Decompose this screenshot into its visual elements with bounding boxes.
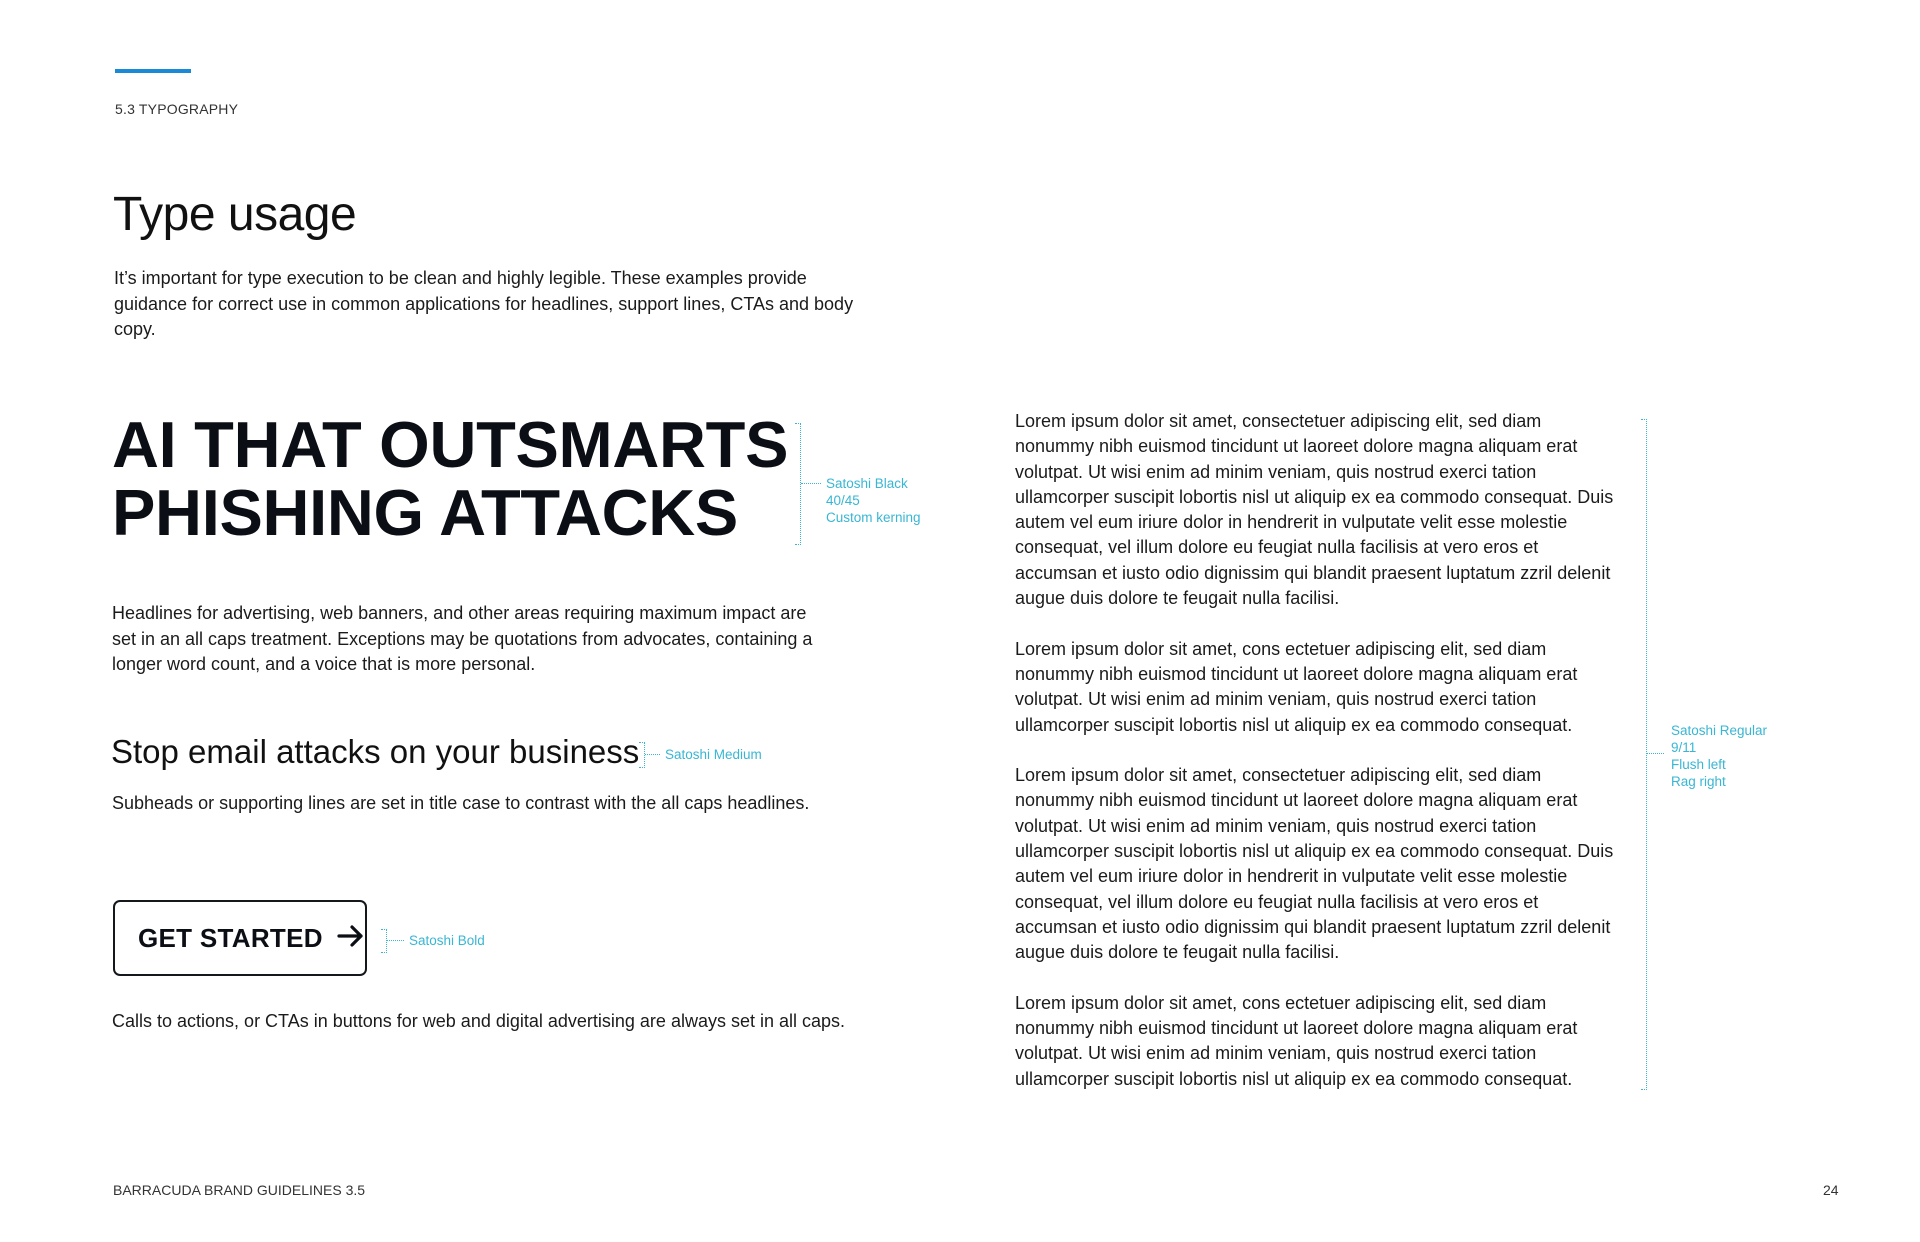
section-label: 5.3 TYPOGRAPHY: [115, 101, 239, 117]
page-number: 24: [1823, 1182, 1839, 1198]
annotation-line: 9/11: [1671, 740, 1697, 755]
cta-annotation-tick: [387, 940, 404, 941]
body-paragraph: Lorem ipsum dolor sit amet, consectetuer adipiscing elit, sed diam nonummy nibh euismod tincidunt ut laoreet dolore magna aliquam erat volutpat. Ut wisi enim ad minim veniam, quis nostrud exerci tation ullamcorper suscipit lobortis nisl ut aliquip ex ea commodo consequat. Duis autem vel eum iriure dolor in hendrerit in vulputate velit esse molestie consequat, vel illum dolore eu feugiat nulla facilisis at vero eros et accumsan et iusto odio dignissim qui blandit praesent luptatum zzril delenit augue duis dolore te feugait nulla facilisi.: [1015, 765, 1614, 963]
subhead-annotation-bracket: [639, 742, 645, 768]
body-paragraph: Lorem ipsum dolor sit amet, cons ectetuer adipiscing elit, sed diam nonummy nibh euismod tincidunt ut laoreet dolore magna aliquam erat volutpat. Ut wisi enim ad minim veniam, quis nostrud exerci tation ullamcorper suscipit lobortis nisl ut aliquip ex ea commodo consequat.: [1015, 992, 1578, 1089]
arrow-right-icon: [337, 925, 365, 952]
subhead-annotation: Satoshi Medium: [665, 747, 762, 762]
body-paragraph: Lorem ipsum dolor sit amet, consectetuer adipiscing elit, sed diam nonummy nibh euismod tincidunt ut laoreet dolore magna aliquam erat volutpat. Ut wisi enim ad minim veniam, quis nostrud exerci tation ullamcorper suscipit lobortis nisl ut aliquip ex ea commodo consequat. Duis autem vel eum iriure dolor in hendrerit in vulputate velit esse molestie consequat, vel illum dolore eu feugiat nulla facilisis at vero eros et accumsan et iusto odio dignissim qui blandit praesent luptatum zzril delenit augue duis dolore te feugait nulla facilisi.: [1015, 411, 1614, 609]
headline-annotation-bracket: [795, 423, 801, 545]
page-title: Type usage: [113, 188, 357, 241]
cta-annotation: Satoshi Bold: [409, 933, 485, 948]
body-annotation-bracket: [1641, 419, 1647, 1090]
subhead-annotation-tick: [645, 754, 660, 755]
annotation-line: Satoshi Regular: [1671, 723, 1768, 738]
headline-line: PHISHING ATTACKS: [112, 476, 738, 549]
body-annotation: [1671, 722, 1767, 790]
body-paragraph: Lorem ipsum dolor sit amet, cons ectetuer adipiscing elit, sed diam nonummy nibh euismod tincidunt ut laoreet dolore magna aliquam erat volutpat. Ut wisi enim ad minim veniam, quis nostrud exerci tation ullamcorper suscipit lobortis nisl ut aliquip ex ea commodo consequat.: [1015, 638, 1578, 735]
accent-bar: [115, 69, 191, 73]
headline-line: AI THAT OUTSMARTS: [112, 408, 789, 481]
cta-label: GET STARTED: [138, 922, 323, 953]
headline-annotation-tick: [801, 483, 821, 484]
body-copy-example: [1015, 409, 1625, 1117]
headline-example: [112, 408, 789, 549]
headline-description: Headlines for advertising, web banners, and other areas requiring maximum impact are set in an all caps treatment. Exceptions may be quotations from advocates, containing a longer word count, and a voice that is more personal.: [112, 603, 813, 674]
cta-annotation-bracket: [381, 929, 387, 953]
footer-document-name: BARRACUDA BRAND GUIDELINES 3.5: [113, 1182, 366, 1198]
annotation-line: Flush left: [1671, 757, 1726, 772]
get-started-button[interactable]: [113, 900, 367, 976]
annotation-line: 40/45: [826, 493, 860, 508]
body-annotation-tick: [1647, 753, 1664, 754]
annotation-line: Rag right: [1671, 774, 1726, 789]
annotation-line: Custom kerning: [826, 510, 921, 525]
subhead-description: Subheads or supporting lines are set in title case to contrast with the all caps headlines.: [112, 793, 810, 813]
headline-annotation: [826, 475, 921, 526]
subhead-example: Stop email attacks on your business: [111, 733, 640, 770]
annotation-line: Satoshi Black: [826, 476, 908, 491]
cta-description: Calls to actions, or CTAs in buttons for web and digital advertising are always set in all caps.: [112, 1011, 846, 1031]
intro-text: It’s important for type execution to be clean and highly legible. These examples provide guidance for correct use in common applications for headlines, support lines, CTAs and body copy.: [114, 268, 854, 339]
